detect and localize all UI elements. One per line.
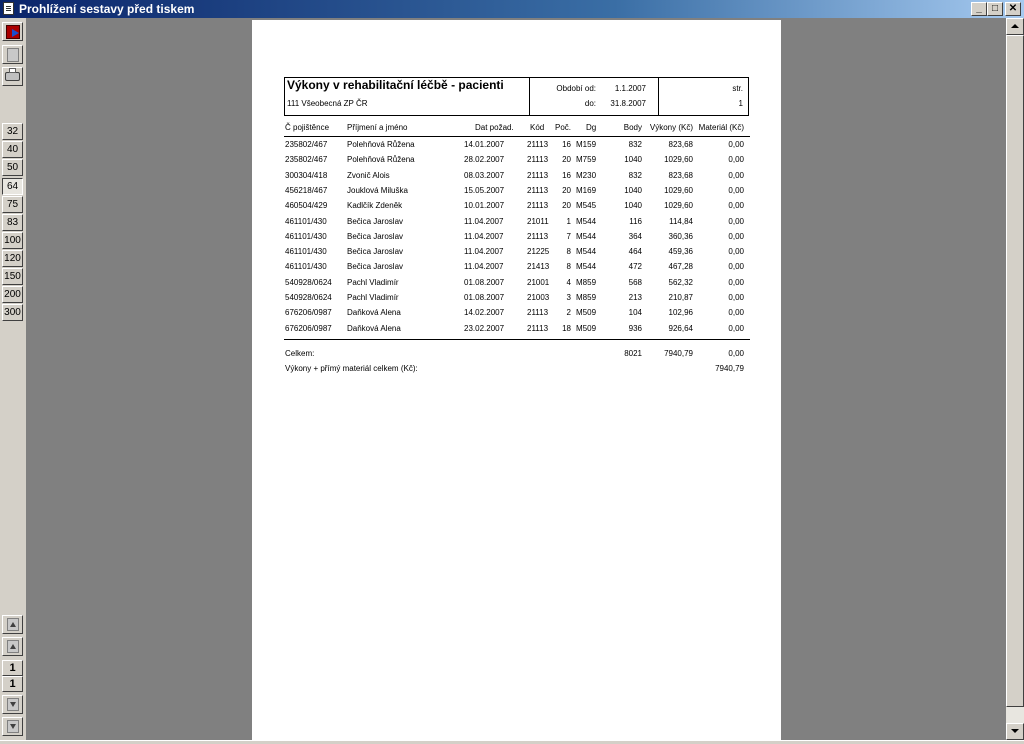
cell-value: 360,36 xyxy=(668,231,693,241)
cell-policy: 235802/467 xyxy=(285,155,328,165)
cell-count: 20 xyxy=(562,185,571,195)
cell-dg: M544 xyxy=(576,262,597,272)
exit-icon xyxy=(6,25,20,39)
total-value: 7940,79 xyxy=(664,349,693,358)
cell-dg: M230 xyxy=(576,170,597,180)
cell-count: 4 xyxy=(566,277,571,287)
zoom-300-button[interactable]: 300 xyxy=(2,304,23,321)
cell-value: 459,36 xyxy=(668,247,693,257)
first-page-button[interactable] xyxy=(2,615,23,634)
cell-code: 21113 xyxy=(527,155,549,165)
page-box xyxy=(658,77,749,116)
cell-material: 0,00 xyxy=(728,277,744,287)
cell-count: 8 xyxy=(566,262,571,272)
cell-value: 1029,60 xyxy=(664,155,693,165)
cell-date: 15.05.2007 xyxy=(464,185,505,195)
cell-material: 0,00 xyxy=(728,308,744,318)
cell-code: 21113 xyxy=(527,323,549,333)
cell-points: 472 xyxy=(628,262,642,272)
zoom-64-button[interactable]: 64 xyxy=(2,178,23,195)
column-header-code: Kód xyxy=(530,123,545,132)
cell-value: 1029,60 xyxy=(664,185,693,195)
cell-value: 562,32 xyxy=(668,277,693,287)
zoom-32-button[interactable]: 32 xyxy=(2,123,23,140)
cell-value: 114,84 xyxy=(669,216,693,226)
scroll-thumb[interactable] xyxy=(1006,35,1024,707)
cell-material: 0,00 xyxy=(728,155,744,165)
cell-count: 16 xyxy=(562,140,571,149)
cell-policy: 235802/467 xyxy=(285,140,328,149)
cell-code: 21113 xyxy=(527,231,549,241)
cell-code: 21413 xyxy=(527,262,550,272)
cell-policy: 540928/0624 xyxy=(285,293,332,302)
cell-dg: M759 xyxy=(576,155,597,165)
cell-dg: M544 xyxy=(576,231,597,241)
cell-material: 0,00 xyxy=(728,201,744,211)
page-number: 1 xyxy=(738,99,743,108)
cell-value: 1029,60 xyxy=(664,201,693,211)
cell-count: 3 xyxy=(566,293,571,302)
minimize-button[interactable]: _ xyxy=(971,2,987,16)
page-setup-icon xyxy=(7,48,19,62)
cell-code: 21225 xyxy=(527,247,550,257)
cell-policy: 461101/430 xyxy=(285,231,327,241)
window-title: Prohlížení sestavy před tiskem xyxy=(19,2,195,16)
period-box xyxy=(529,77,659,116)
cell-policy: 461101/430 xyxy=(285,216,327,226)
cell-points: 1040 xyxy=(624,185,642,195)
cell-code: 21113 xyxy=(527,308,549,318)
grand-total: 7940,79 xyxy=(715,364,744,373)
cell-policy: 456218/467 xyxy=(285,185,328,195)
zoom-200-button[interactable]: 200 xyxy=(2,286,23,303)
cell-value: 926,64 xyxy=(668,323,693,333)
grand-total-label: Výkony + přímý materiál celkem (Kč): xyxy=(285,364,418,373)
cell-dg: M509 xyxy=(576,323,597,333)
cell-code: 21113 xyxy=(527,185,549,195)
cell-value: 102,96 xyxy=(668,308,693,318)
cell-value: 210,87 xyxy=(668,293,693,302)
cell-value: 823,68 xyxy=(668,140,693,149)
cell-name: Jouklová Miluška xyxy=(347,185,408,195)
cell-dg: M509 xyxy=(576,308,597,318)
scroll-up-button[interactable] xyxy=(1006,18,1024,35)
cell-name: Zvonič Alois xyxy=(347,170,390,180)
cell-date: 11.04.2007 xyxy=(464,216,504,226)
cell-name: Bečica Jaroslav xyxy=(347,216,404,226)
cell-name: Daňková Alena xyxy=(347,323,401,333)
cell-material: 0,00 xyxy=(728,140,744,149)
cell-date: 01.08.2007 xyxy=(464,277,505,287)
printer-icon xyxy=(5,72,20,81)
cell-dg: M859 xyxy=(576,293,597,302)
last-page-icon xyxy=(7,720,19,733)
cell-points: 116 xyxy=(629,216,642,226)
cell-material: 0,00 xyxy=(728,185,744,195)
insurer-name: 111 Všeobecná ZP ČR xyxy=(287,99,368,108)
cell-points: 1040 xyxy=(624,201,642,211)
cell-count: 2 xyxy=(566,308,571,318)
cell-policy: 460504/429 xyxy=(285,201,328,211)
column-header-dg: Dg xyxy=(586,123,597,132)
print-button[interactable] xyxy=(2,67,23,86)
scroll-down-button[interactable] xyxy=(1006,723,1024,740)
cell-dg: M859 xyxy=(576,277,597,287)
cell-policy: 300304/418 xyxy=(285,170,328,180)
column-header-points: Body xyxy=(623,123,642,132)
cell-material: 0,00 xyxy=(728,216,744,226)
cell-name: Bečica Jaroslav xyxy=(347,262,404,272)
total-label: Celkem: xyxy=(285,349,315,358)
period-to: 31.8.2007 xyxy=(610,99,646,108)
cell-count: 20 xyxy=(562,155,571,165)
cell-count: 8 xyxy=(566,247,571,257)
previous-page-button[interactable] xyxy=(2,637,23,656)
cell-points: 104 xyxy=(628,308,642,318)
cell-code: 21113 xyxy=(527,140,549,149)
column-header-policy: Č pojištěnce xyxy=(285,123,330,132)
cell-count: 20 xyxy=(562,201,571,211)
exit-preview-button[interactable] xyxy=(2,22,23,41)
cell-code: 21001 xyxy=(527,277,550,287)
total-pages-field: 1 xyxy=(2,676,23,692)
period-from: 1.1.2007 xyxy=(614,84,646,93)
report-title: Výkony v rehabilitační léčbě - pacienti xyxy=(287,78,504,92)
cell-name: Daňková Alena xyxy=(347,308,401,318)
column-header-date: Dat požad. xyxy=(475,123,514,132)
cell-points: 364 xyxy=(628,231,642,241)
cell-date: 11.04.2007 xyxy=(464,262,504,272)
cell-points: 936 xyxy=(628,323,642,333)
cell-points: 832 xyxy=(628,140,642,149)
page-setup-button[interactable] xyxy=(2,45,23,64)
next-page-button[interactable] xyxy=(2,695,23,714)
cell-policy: 540928/0624 xyxy=(285,277,332,287)
cell-value: 823,68 xyxy=(668,170,693,180)
cell-date: 14.02.2007 xyxy=(464,308,505,318)
cell-date: 14.01.2007 xyxy=(464,140,505,149)
period-to-label: do: xyxy=(584,99,596,108)
zoom-100-button[interactable]: 100 xyxy=(2,232,23,249)
page-label: str. xyxy=(732,84,743,93)
cell-dg: M544 xyxy=(576,216,597,226)
close-button[interactable]: ✕ xyxy=(1005,2,1021,16)
cell-points: 464 xyxy=(628,247,642,257)
column-header-material: Materiál (Kč) xyxy=(698,123,744,132)
cell-name: Pachl Vladimír xyxy=(347,277,399,287)
status-edge xyxy=(0,740,1024,744)
cell-count: 7 xyxy=(566,231,571,241)
cell-date: 11.04.2007 xyxy=(464,231,504,241)
cell-policy: 676206/0987 xyxy=(285,323,332,333)
cell-points: 832 xyxy=(628,170,642,180)
cell-date: 10.01.2007 xyxy=(464,201,505,211)
cell-count: 16 xyxy=(562,170,571,180)
cell-points: 213 xyxy=(628,293,642,302)
cell-policy: 461101/430 xyxy=(285,262,327,272)
cell-name: Pachl Vladimír xyxy=(347,293,399,302)
cell-dg: M545 xyxy=(576,201,597,211)
total-points: 8021 xyxy=(624,349,642,358)
cell-name: Polehňová Růžena xyxy=(347,140,415,149)
previous-page-icon xyxy=(7,640,19,653)
cell-dg: M159 xyxy=(576,140,597,149)
cell-policy: 676206/0987 xyxy=(285,308,332,318)
preview-toolbar xyxy=(0,18,27,740)
title-bar xyxy=(0,0,1024,18)
cell-date: 23.02.2007 xyxy=(464,323,505,333)
cell-value: 467,28 xyxy=(668,262,693,272)
cell-points: 1040 xyxy=(624,155,642,165)
column-header-name: Příjmení a jméno xyxy=(347,123,408,132)
cell-name: Bečica Jaroslav xyxy=(347,247,404,257)
cell-count: 1 xyxy=(566,216,571,226)
cell-dg: M169 xyxy=(576,185,597,195)
zoom-83-button[interactable]: 83 xyxy=(2,214,23,231)
zoom-75-button[interactable]: 75 xyxy=(2,196,23,213)
cell-code: 21113 xyxy=(527,170,549,180)
total-rule xyxy=(284,339,750,340)
cell-policy: 461101/430 xyxy=(285,247,327,257)
cell-material: 0,00 xyxy=(728,323,744,333)
report-icon xyxy=(3,2,14,15)
column-header-count: Poč. xyxy=(555,123,572,132)
column-header-value: Výkony (Kč) xyxy=(649,123,693,132)
vertical-scrollbar[interactable] xyxy=(1006,18,1024,740)
cell-date: 11.04.2007 xyxy=(464,247,504,257)
zoom-150-button[interactable]: 150 xyxy=(2,268,23,285)
cell-date: 28.02.2007 xyxy=(464,155,505,165)
cell-material: 0,00 xyxy=(728,293,744,302)
header-rule xyxy=(284,136,750,137)
report-page xyxy=(252,20,781,740)
period-from-label: Období od: xyxy=(556,84,596,93)
maximize-button[interactable]: □ xyxy=(987,2,1003,16)
cell-dg: M544 xyxy=(576,247,597,257)
next-page-icon xyxy=(7,698,19,711)
cell-material: 0,00 xyxy=(728,262,744,272)
cell-material: 0,00 xyxy=(728,247,744,257)
preview-area xyxy=(27,18,1006,740)
cell-material: 0,00 xyxy=(728,231,744,241)
cell-code: 21113 xyxy=(527,201,549,211)
current-page-field[interactable]: 1 xyxy=(2,660,23,676)
cell-points: 568 xyxy=(628,277,642,287)
cell-material: 0,00 xyxy=(728,170,744,180)
cell-count: 18 xyxy=(562,323,571,333)
cell-date: 01.08.2007 xyxy=(464,293,505,302)
cell-date: 08.03.2007 xyxy=(464,170,505,180)
first-page-icon xyxy=(7,618,19,631)
zoom-120-button[interactable]: 120 xyxy=(2,250,23,267)
cell-code: 21011 xyxy=(527,216,549,226)
cell-code: 21003 xyxy=(527,293,550,302)
cell-name: Polehňová Růžena xyxy=(347,155,415,165)
zoom-40-button[interactable]: 40 xyxy=(2,141,23,158)
cell-name: Kadlčík Zdeněk xyxy=(347,201,403,211)
cell-name: Bečica Jaroslav xyxy=(347,231,404,241)
last-page-button[interactable] xyxy=(2,717,23,736)
total-material: 0,00 xyxy=(728,349,744,358)
zoom-50-button[interactable]: 50 xyxy=(2,159,23,176)
